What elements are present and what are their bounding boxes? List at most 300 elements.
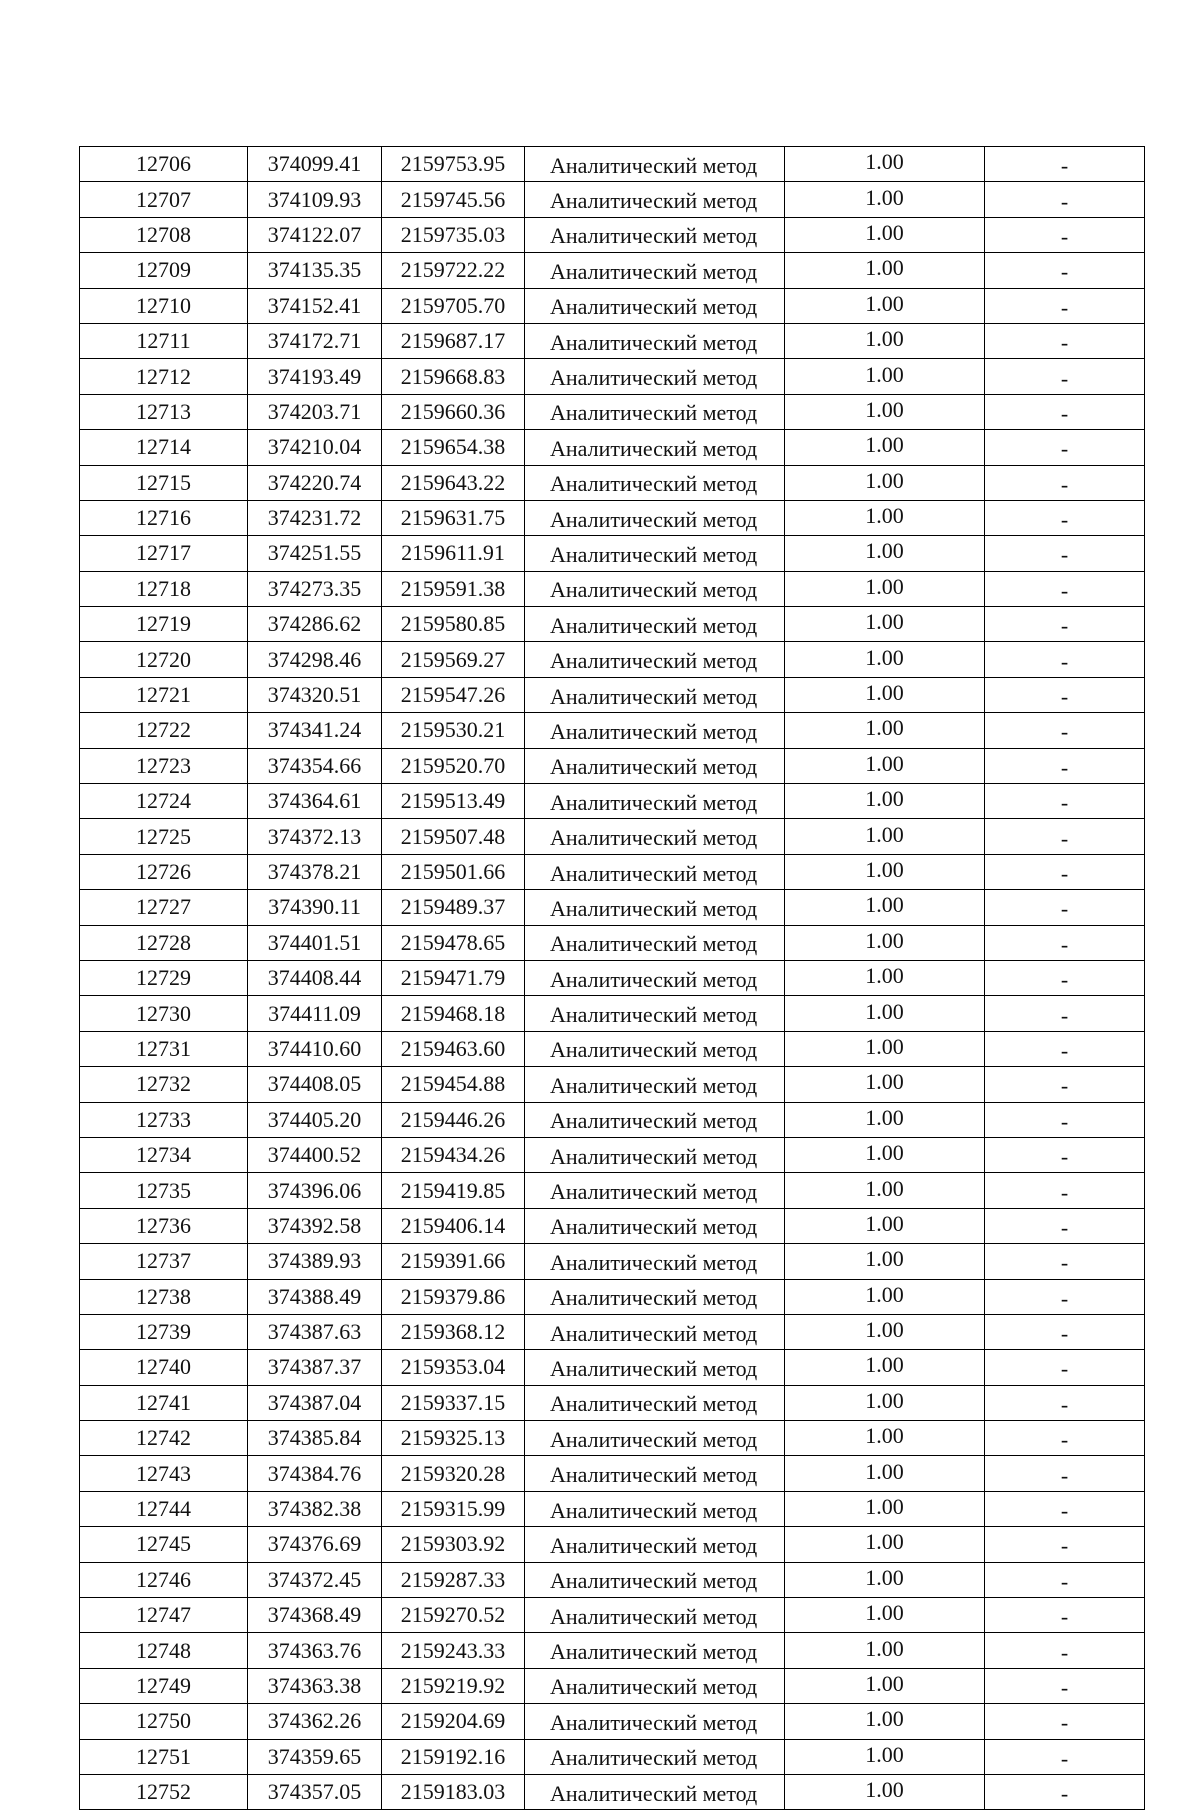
x-coordinate-cell: 374372.13 — [248, 819, 382, 854]
table-row — [80, 359, 1145, 394]
accuracy-cell: 1.00 — [785, 925, 985, 960]
accuracy-cell: 1.00 — [785, 430, 985, 465]
method-cell: Аналитический метод — [525, 642, 785, 677]
note-cell: - — [985, 147, 1145, 182]
y-coordinate-cell: 2159569.27 — [382, 642, 525, 677]
table-row — [80, 1598, 1145, 1633]
accuracy-cell: 1.00 — [785, 1739, 985, 1774]
point-number-cell: 12742 — [80, 1421, 248, 1456]
accuracy-cell: 1.00 — [785, 359, 985, 394]
point-number-cell: 12738 — [80, 1279, 248, 1314]
accuracy-cell: 1.00 — [785, 748, 985, 783]
point-number-cell: 12714 — [80, 430, 248, 465]
y-coordinate-cell: 2159631.75 — [382, 500, 525, 535]
y-coordinate-cell: 2159434.26 — [382, 1137, 525, 1172]
y-coordinate-cell: 2159643.22 — [382, 465, 525, 500]
x-coordinate-cell: 374210.04 — [248, 430, 382, 465]
note-cell: - — [985, 571, 1145, 606]
accuracy-cell: 1.00 — [785, 996, 985, 1031]
x-coordinate-cell: 374320.51 — [248, 677, 382, 712]
point-number-cell: 12734 — [80, 1137, 248, 1172]
point-number-cell: 12751 — [80, 1739, 248, 1774]
y-coordinate-cell: 2159320.28 — [382, 1456, 525, 1491]
accuracy-cell: 1.00 — [785, 1668, 985, 1703]
method-cell: Аналитический метод — [525, 1067, 785, 1102]
method-cell: Аналитический метод — [525, 1031, 785, 1066]
y-coordinate-cell: 2159204.69 — [382, 1704, 525, 1739]
accuracy-cell: 1.00 — [785, 1527, 985, 1562]
note-cell: - — [985, 1456, 1145, 1491]
point-number-cell: 12722 — [80, 713, 248, 748]
table-row — [80, 1421, 1145, 1456]
y-coordinate-cell: 2159391.66 — [382, 1244, 525, 1279]
note-cell: - — [985, 1279, 1145, 1314]
accuracy-cell: 1.00 — [785, 1173, 985, 1208]
table-row — [80, 288, 1145, 323]
x-coordinate-cell: 374392.58 — [248, 1208, 382, 1243]
table-row — [80, 890, 1145, 925]
table-row — [80, 607, 1145, 642]
note-cell: - — [985, 1102, 1145, 1137]
accuracy-cell: 1.00 — [785, 1102, 985, 1137]
y-coordinate-cell: 2159454.88 — [382, 1067, 525, 1102]
y-coordinate-cell: 2159687.17 — [382, 323, 525, 358]
method-cell: Аналитический метод — [525, 960, 785, 995]
point-number-cell: 12733 — [80, 1102, 248, 1137]
method-cell: Аналитический метод — [525, 1491, 785, 1526]
table-row — [80, 642, 1145, 677]
note-cell: - — [985, 1067, 1145, 1102]
y-coordinate-cell: 2159507.48 — [382, 819, 525, 854]
point-number-cell: 12747 — [80, 1598, 248, 1633]
table-row — [80, 536, 1145, 571]
x-coordinate-cell: 374122.07 — [248, 217, 382, 252]
point-number-cell: 12750 — [80, 1704, 248, 1739]
method-cell: Аналитический метод — [525, 288, 785, 323]
note-cell: - — [985, 890, 1145, 925]
x-coordinate-cell: 374362.26 — [248, 1704, 382, 1739]
accuracy-cell: 1.00 — [785, 288, 985, 323]
y-coordinate-cell: 2159478.65 — [382, 925, 525, 960]
note-cell: - — [985, 1350, 1145, 1385]
note-cell: - — [985, 1385, 1145, 1420]
y-coordinate-cell: 2159337.15 — [382, 1385, 525, 1420]
coordinates-table — [79, 146, 1145, 1810]
accuracy-cell: 1.00 — [785, 890, 985, 925]
table-row — [80, 784, 1145, 819]
note-cell: - — [985, 1527, 1145, 1562]
note-cell: - — [985, 288, 1145, 323]
note-cell: - — [985, 430, 1145, 465]
x-coordinate-cell: 374387.04 — [248, 1385, 382, 1420]
accuracy-cell: 1.00 — [785, 1598, 985, 1633]
table-row — [80, 571, 1145, 606]
point-number-cell: 12706 — [80, 147, 248, 182]
note-cell: - — [985, 1421, 1145, 1456]
table-row — [80, 1031, 1145, 1066]
y-coordinate-cell: 2159315.99 — [382, 1491, 525, 1526]
note-cell: - — [985, 1704, 1145, 1739]
point-number-cell: 12726 — [80, 854, 248, 889]
note-cell: - — [985, 713, 1145, 748]
x-coordinate-cell: 374387.37 — [248, 1350, 382, 1385]
x-coordinate-cell: 374220.74 — [248, 465, 382, 500]
table-row — [80, 1279, 1145, 1314]
method-cell: Аналитический метод — [525, 1314, 785, 1349]
point-number-cell: 12748 — [80, 1633, 248, 1668]
point-number-cell: 12708 — [80, 217, 248, 252]
y-coordinate-cell: 2159183.03 — [382, 1774, 525, 1809]
note-cell: - — [985, 677, 1145, 712]
x-coordinate-cell: 374385.84 — [248, 1421, 382, 1456]
table-row — [80, 677, 1145, 712]
point-number-cell: 12710 — [80, 288, 248, 323]
x-coordinate-cell: 374203.71 — [248, 394, 382, 429]
point-number-cell: 12731 — [80, 1031, 248, 1066]
method-cell: Аналитический метод — [525, 1173, 785, 1208]
x-coordinate-cell: 374152.41 — [248, 288, 382, 323]
accuracy-cell: 1.00 — [785, 1208, 985, 1243]
table-row — [80, 1350, 1145, 1385]
point-number-cell: 12727 — [80, 890, 248, 925]
x-coordinate-cell: 374401.51 — [248, 925, 382, 960]
note-cell: - — [985, 1562, 1145, 1597]
method-cell: Аналитический метод — [525, 784, 785, 819]
table-row — [80, 1668, 1145, 1703]
method-cell: Аналитический метод — [525, 1668, 785, 1703]
y-coordinate-cell: 2159287.33 — [382, 1562, 525, 1597]
table-row — [80, 253, 1145, 288]
note-cell: - — [985, 960, 1145, 995]
y-coordinate-cell: 2159353.04 — [382, 1350, 525, 1385]
x-coordinate-cell: 374359.65 — [248, 1739, 382, 1774]
note-cell: - — [985, 642, 1145, 677]
table-row — [80, 217, 1145, 252]
accuracy-cell: 1.00 — [785, 394, 985, 429]
accuracy-cell: 1.00 — [785, 784, 985, 819]
x-coordinate-cell: 374363.76 — [248, 1633, 382, 1668]
note-cell: - — [985, 217, 1145, 252]
accuracy-cell: 1.00 — [785, 1385, 985, 1420]
y-coordinate-cell: 2159753.95 — [382, 147, 525, 182]
method-cell: Аналитический метод — [525, 819, 785, 854]
table-row — [80, 1067, 1145, 1102]
x-coordinate-cell: 374411.09 — [248, 996, 382, 1031]
accuracy-cell: 1.00 — [785, 1774, 985, 1809]
x-coordinate-cell: 374363.38 — [248, 1668, 382, 1703]
note-cell: - — [985, 1314, 1145, 1349]
accuracy-cell: 1.00 — [785, 571, 985, 606]
accuracy-cell: 1.00 — [785, 713, 985, 748]
method-cell: Аналитический метод — [525, 182, 785, 217]
point-number-cell: 12715 — [80, 465, 248, 500]
x-coordinate-cell: 374099.41 — [248, 147, 382, 182]
method-cell: Аналитический метод — [525, 1421, 785, 1456]
x-coordinate-cell: 374388.49 — [248, 1279, 382, 1314]
method-cell: Аналитический метод — [525, 1562, 785, 1597]
point-number-cell: 12745 — [80, 1527, 248, 1562]
y-coordinate-cell: 2159368.12 — [382, 1314, 525, 1349]
accuracy-cell: 1.00 — [785, 217, 985, 252]
accuracy-cell: 1.00 — [785, 323, 985, 358]
x-coordinate-cell: 374408.44 — [248, 960, 382, 995]
table-row — [80, 1562, 1145, 1597]
point-number-cell: 12717 — [80, 536, 248, 571]
point-number-cell: 12736 — [80, 1208, 248, 1243]
x-coordinate-cell: 374389.93 — [248, 1244, 382, 1279]
method-cell: Аналитический метод — [525, 1774, 785, 1809]
table-row — [80, 960, 1145, 995]
x-coordinate-cell: 374378.21 — [248, 854, 382, 889]
x-coordinate-cell: 374135.35 — [248, 253, 382, 288]
accuracy-cell: 1.00 — [785, 1137, 985, 1172]
table-row — [80, 1137, 1145, 1172]
accuracy-cell: 1.00 — [785, 960, 985, 995]
method-cell: Аналитический метод — [525, 854, 785, 889]
table-row — [80, 500, 1145, 535]
x-coordinate-cell: 374251.55 — [248, 536, 382, 571]
point-number-cell: 12730 — [80, 996, 248, 1031]
method-cell: Аналитический метод — [525, 253, 785, 288]
note-cell: - — [985, 1137, 1145, 1172]
point-number-cell: 12724 — [80, 784, 248, 819]
method-cell: Аналитический метод — [525, 713, 785, 748]
method-cell: Аналитический метод — [525, 677, 785, 712]
note-cell: - — [985, 1491, 1145, 1526]
accuracy-cell: 1.00 — [785, 819, 985, 854]
y-coordinate-cell: 2159530.21 — [382, 713, 525, 748]
x-coordinate-cell: 374364.61 — [248, 784, 382, 819]
note-cell: - — [985, 1208, 1145, 1243]
y-coordinate-cell: 2159325.13 — [382, 1421, 525, 1456]
method-cell: Аналитический метод — [525, 1385, 785, 1420]
method-cell: Аналитический метод — [525, 571, 785, 606]
accuracy-cell: 1.00 — [785, 607, 985, 642]
y-coordinate-cell: 2159463.60 — [382, 1031, 525, 1066]
y-coordinate-cell: 2159513.49 — [382, 784, 525, 819]
method-cell: Аналитический метод — [525, 500, 785, 535]
table-row — [80, 1774, 1145, 1809]
method-cell: Аналитический метод — [525, 1137, 785, 1172]
method-cell: Аналитический метод — [525, 147, 785, 182]
y-coordinate-cell: 2159501.66 — [382, 854, 525, 889]
x-coordinate-cell: 374109.93 — [248, 182, 382, 217]
note-cell: - — [985, 359, 1145, 394]
accuracy-cell: 1.00 — [785, 465, 985, 500]
point-number-cell: 12744 — [80, 1491, 248, 1526]
x-coordinate-cell: 374382.38 — [248, 1491, 382, 1526]
point-number-cell: 12732 — [80, 1067, 248, 1102]
y-coordinate-cell: 2159722.22 — [382, 253, 525, 288]
accuracy-cell: 1.00 — [785, 253, 985, 288]
point-number-cell: 12740 — [80, 1350, 248, 1385]
method-cell: Аналитический метод — [525, 1208, 785, 1243]
x-coordinate-cell: 374400.52 — [248, 1137, 382, 1172]
x-coordinate-cell: 374408.05 — [248, 1067, 382, 1102]
y-coordinate-cell: 2159379.86 — [382, 1279, 525, 1314]
y-coordinate-cell: 2159654.38 — [382, 430, 525, 465]
accuracy-cell: 1.00 — [785, 1633, 985, 1668]
method-cell: Аналитический метод — [525, 1739, 785, 1774]
note-cell: - — [985, 925, 1145, 960]
accuracy-cell: 1.00 — [785, 500, 985, 535]
table-row — [80, 1385, 1145, 1420]
x-coordinate-cell: 374286.62 — [248, 607, 382, 642]
table-row — [80, 713, 1145, 748]
accuracy-cell: 1.00 — [785, 1704, 985, 1739]
method-cell: Аналитический метод — [525, 925, 785, 960]
x-coordinate-cell: 374193.49 — [248, 359, 382, 394]
table-row — [80, 430, 1145, 465]
y-coordinate-cell: 2159471.79 — [382, 960, 525, 995]
accuracy-cell: 1.00 — [785, 1562, 985, 1597]
point-number-cell: 12752 — [80, 1774, 248, 1809]
point-number-cell: 12723 — [80, 748, 248, 783]
y-coordinate-cell: 2159419.85 — [382, 1173, 525, 1208]
x-coordinate-cell: 374231.72 — [248, 500, 382, 535]
method-cell: Аналитический метод — [525, 217, 785, 252]
accuracy-cell: 1.00 — [785, 677, 985, 712]
note-cell: - — [985, 607, 1145, 642]
point-number-cell: 12716 — [80, 500, 248, 535]
table-row — [80, 1739, 1145, 1774]
accuracy-cell: 1.00 — [785, 1244, 985, 1279]
y-coordinate-cell: 2159446.26 — [382, 1102, 525, 1137]
note-cell: - — [985, 1244, 1145, 1279]
accuracy-cell: 1.00 — [785, 1314, 985, 1349]
table-row — [80, 819, 1145, 854]
method-cell: Аналитический метод — [525, 1456, 785, 1491]
y-coordinate-cell: 2159580.85 — [382, 607, 525, 642]
method-cell: Аналитический метод — [525, 394, 785, 429]
table-row — [80, 1208, 1145, 1243]
accuracy-cell: 1.00 — [785, 854, 985, 889]
point-number-cell: 12729 — [80, 960, 248, 995]
x-coordinate-cell: 374387.63 — [248, 1314, 382, 1349]
note-cell: - — [985, 996, 1145, 1031]
y-coordinate-cell: 2159668.83 — [382, 359, 525, 394]
table-row — [80, 394, 1145, 429]
table-row — [80, 1633, 1145, 1668]
x-coordinate-cell: 374341.24 — [248, 713, 382, 748]
note-cell: - — [985, 465, 1145, 500]
y-coordinate-cell: 2159243.33 — [382, 1633, 525, 1668]
method-cell: Аналитический метод — [525, 430, 785, 465]
x-coordinate-cell: 374357.05 — [248, 1774, 382, 1809]
point-number-cell: 12735 — [80, 1173, 248, 1208]
note-cell: - — [985, 394, 1145, 429]
accuracy-cell: 1.00 — [785, 1067, 985, 1102]
method-cell: Аналитический метод — [525, 890, 785, 925]
note-cell: - — [985, 1633, 1145, 1668]
method-cell: Аналитический метод — [525, 1350, 785, 1385]
method-cell: Аналитический метод — [525, 1244, 785, 1279]
table-row — [80, 1491, 1145, 1526]
table-row — [80, 748, 1145, 783]
point-number-cell: 12712 — [80, 359, 248, 394]
point-number-cell: 12749 — [80, 1668, 248, 1703]
table-row — [80, 1527, 1145, 1562]
x-coordinate-cell: 374396.06 — [248, 1173, 382, 1208]
y-coordinate-cell: 2159303.92 — [382, 1527, 525, 1562]
point-number-cell: 12728 — [80, 925, 248, 960]
x-coordinate-cell: 374172.71 — [248, 323, 382, 358]
note-cell: - — [985, 1598, 1145, 1633]
x-coordinate-cell: 374273.35 — [248, 571, 382, 606]
y-coordinate-cell: 2159468.18 — [382, 996, 525, 1031]
accuracy-cell: 1.00 — [785, 536, 985, 571]
accuracy-cell: 1.00 — [785, 1279, 985, 1314]
y-coordinate-cell: 2159547.26 — [382, 677, 525, 712]
x-coordinate-cell: 374405.20 — [248, 1102, 382, 1137]
table-row — [80, 147, 1145, 182]
table-row — [80, 854, 1145, 889]
x-coordinate-cell: 374390.11 — [248, 890, 382, 925]
point-number-cell: 12739 — [80, 1314, 248, 1349]
x-coordinate-cell: 374384.76 — [248, 1456, 382, 1491]
point-number-cell: 12737 — [80, 1244, 248, 1279]
table-row — [80, 323, 1145, 358]
x-coordinate-cell: 374372.45 — [248, 1562, 382, 1597]
table-row — [80, 182, 1145, 217]
y-coordinate-cell: 2159660.36 — [382, 394, 525, 429]
accuracy-cell: 1.00 — [785, 1350, 985, 1385]
table-row — [80, 996, 1145, 1031]
method-cell: Аналитический метод — [525, 1598, 785, 1633]
table-row — [80, 1456, 1145, 1491]
y-coordinate-cell: 2159705.70 — [382, 288, 525, 323]
x-coordinate-cell: 374368.49 — [248, 1598, 382, 1633]
point-number-cell: 12720 — [80, 642, 248, 677]
y-coordinate-cell: 2159270.52 — [382, 1598, 525, 1633]
method-cell: Аналитический метод — [525, 1527, 785, 1562]
point-number-cell: 12719 — [80, 607, 248, 642]
x-coordinate-cell: 374410.60 — [248, 1031, 382, 1066]
method-cell: Аналитический метод — [525, 748, 785, 783]
y-coordinate-cell: 2159520.70 — [382, 748, 525, 783]
method-cell: Аналитический метод — [525, 465, 785, 500]
point-number-cell: 12725 — [80, 819, 248, 854]
x-coordinate-cell: 374354.66 — [248, 748, 382, 783]
point-number-cell: 12746 — [80, 1562, 248, 1597]
accuracy-cell: 1.00 — [785, 182, 985, 217]
x-coordinate-cell: 374298.46 — [248, 642, 382, 677]
note-cell: - — [985, 854, 1145, 889]
note-cell: - — [985, 1173, 1145, 1208]
point-number-cell: 12707 — [80, 182, 248, 217]
table-row — [80, 1244, 1145, 1279]
y-coordinate-cell: 2159591.38 — [382, 571, 525, 606]
point-number-cell: 12743 — [80, 1456, 248, 1491]
note-cell: - — [985, 784, 1145, 819]
method-cell: Аналитический метод — [525, 359, 785, 394]
point-number-cell: 12741 — [80, 1385, 248, 1420]
method-cell: Аналитический метод — [525, 1633, 785, 1668]
table-row — [80, 925, 1145, 960]
method-cell: Аналитический метод — [525, 1279, 785, 1314]
point-number-cell: 12718 — [80, 571, 248, 606]
y-coordinate-cell: 2159611.91 — [382, 536, 525, 571]
table-row — [80, 1704, 1145, 1739]
accuracy-cell: 1.00 — [785, 1031, 985, 1066]
table-row — [80, 465, 1145, 500]
y-coordinate-cell: 2159489.37 — [382, 890, 525, 925]
note-cell: - — [985, 253, 1145, 288]
note-cell: - — [985, 1739, 1145, 1774]
note-cell: - — [985, 1668, 1145, 1703]
y-coordinate-cell: 2159192.16 — [382, 1739, 525, 1774]
method-cell: Аналитический метод — [525, 323, 785, 358]
